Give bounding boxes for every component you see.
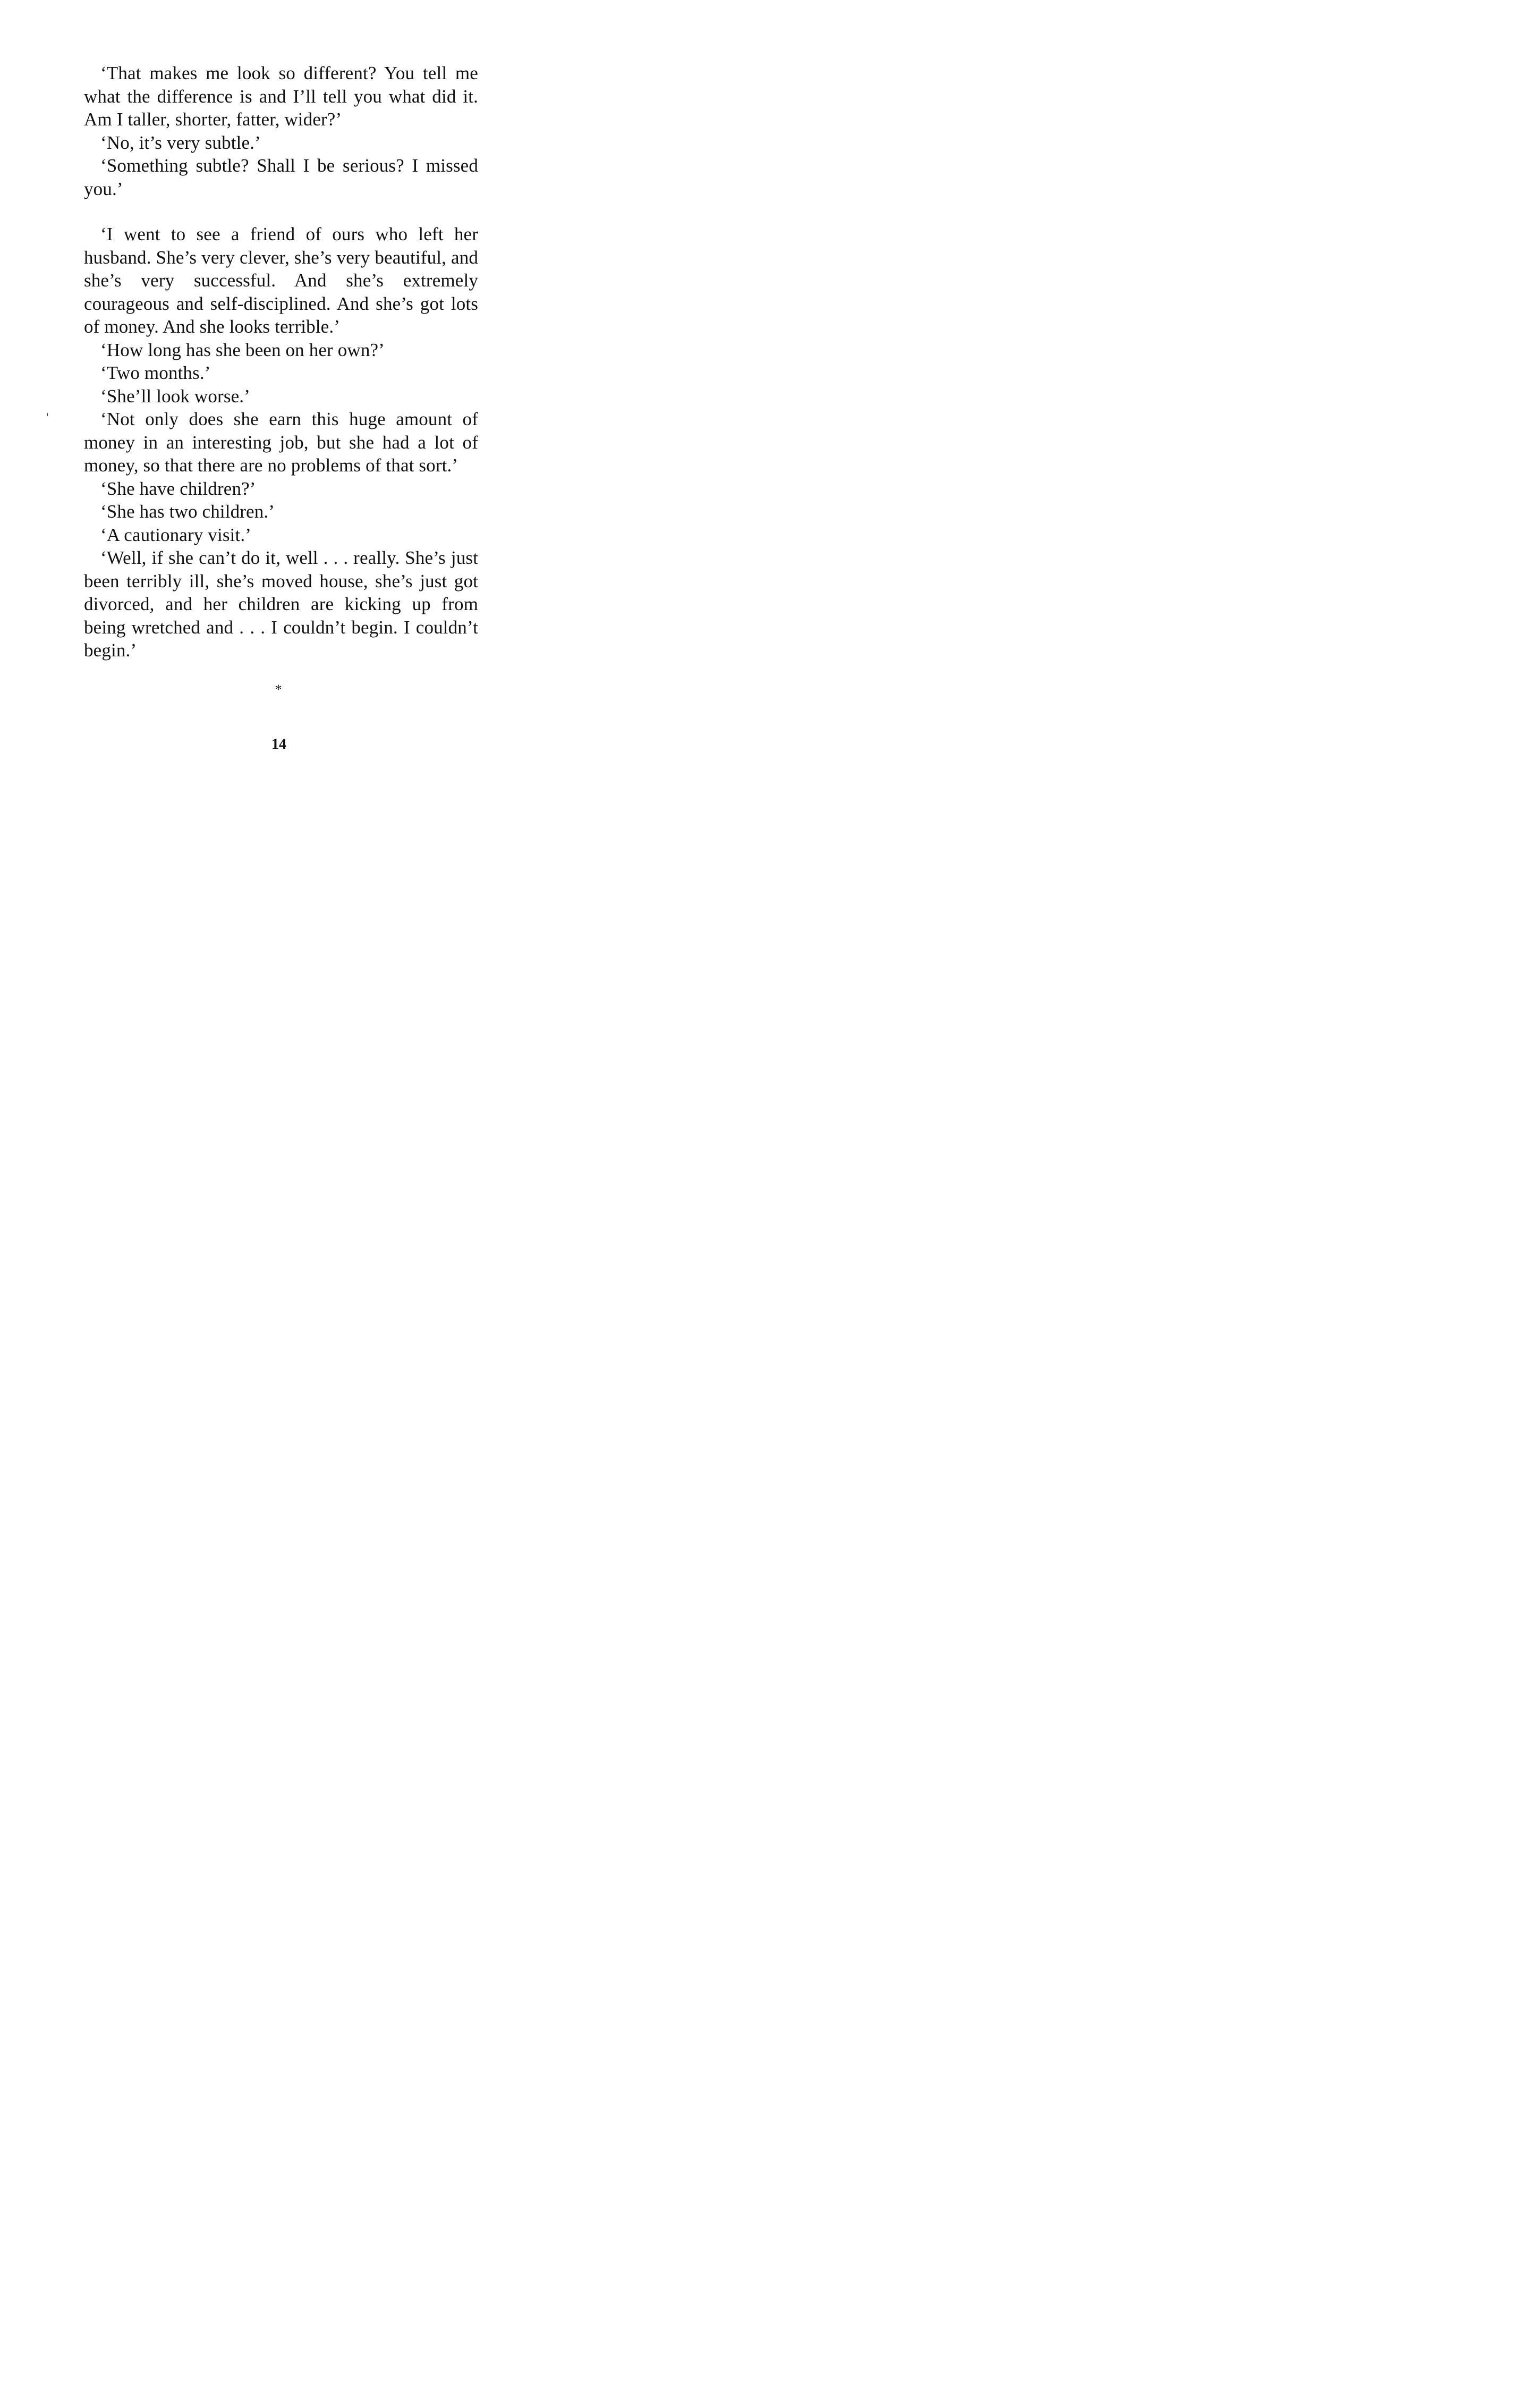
paragraph: ‘Not only does she earn this huge amount of money in an interesting job, but she had a lot of money, so that there are no problems of that sort.’ bbox=[84, 409, 478, 476]
paragraph: ‘No, it’s very subtle.’ bbox=[100, 132, 261, 153]
paragraph: ‘She has two children.’ bbox=[100, 501, 275, 522]
dialogue-block-2 bbox=[84, 223, 478, 662]
paragraph: ‘How long has she been on her own?’ bbox=[100, 339, 385, 360]
paragraph: ‘She’ll look worse.’ bbox=[100, 385, 250, 407]
paragraph: ‘Something subtle? Shall I be serious? I missed you.’ bbox=[84, 155, 478, 199]
book-page bbox=[0, 0, 531, 841]
dialogue-block-1 bbox=[84, 62, 478, 200]
paragraph: ‘Two months.’ bbox=[100, 362, 211, 383]
margin-speck bbox=[47, 413, 48, 416]
paragraph: ‘Well, if she can’t do it, well . . . really. She’s just been terribly ill, she’s moved house, she’s just got divorced, and her children are kicking up from being wretched and . . . I couldn’t begin. I couldn’t begin.’ bbox=[84, 547, 478, 661]
paragraph: ‘A cautionary visit.’ bbox=[100, 524, 252, 545]
paragraph: ‘She have children?’ bbox=[100, 478, 256, 499]
paragraph: ‘I went to see a friend of ours who left her husband. She’s very clever, she’s very beautiful, and she’s very successful. And she’s extremely courageous and self-disciplined. And she’s got lots of money. And she looks terrible.’ bbox=[84, 224, 478, 337]
paragraph: ‘That makes me look so different? You tell me what the difference is and I’ll tell you what did it. Am I taller, shorter, fatter, wider?’ bbox=[84, 63, 478, 130]
section-separator: * bbox=[275, 682, 282, 697]
page-number: 14 bbox=[271, 736, 286, 753]
